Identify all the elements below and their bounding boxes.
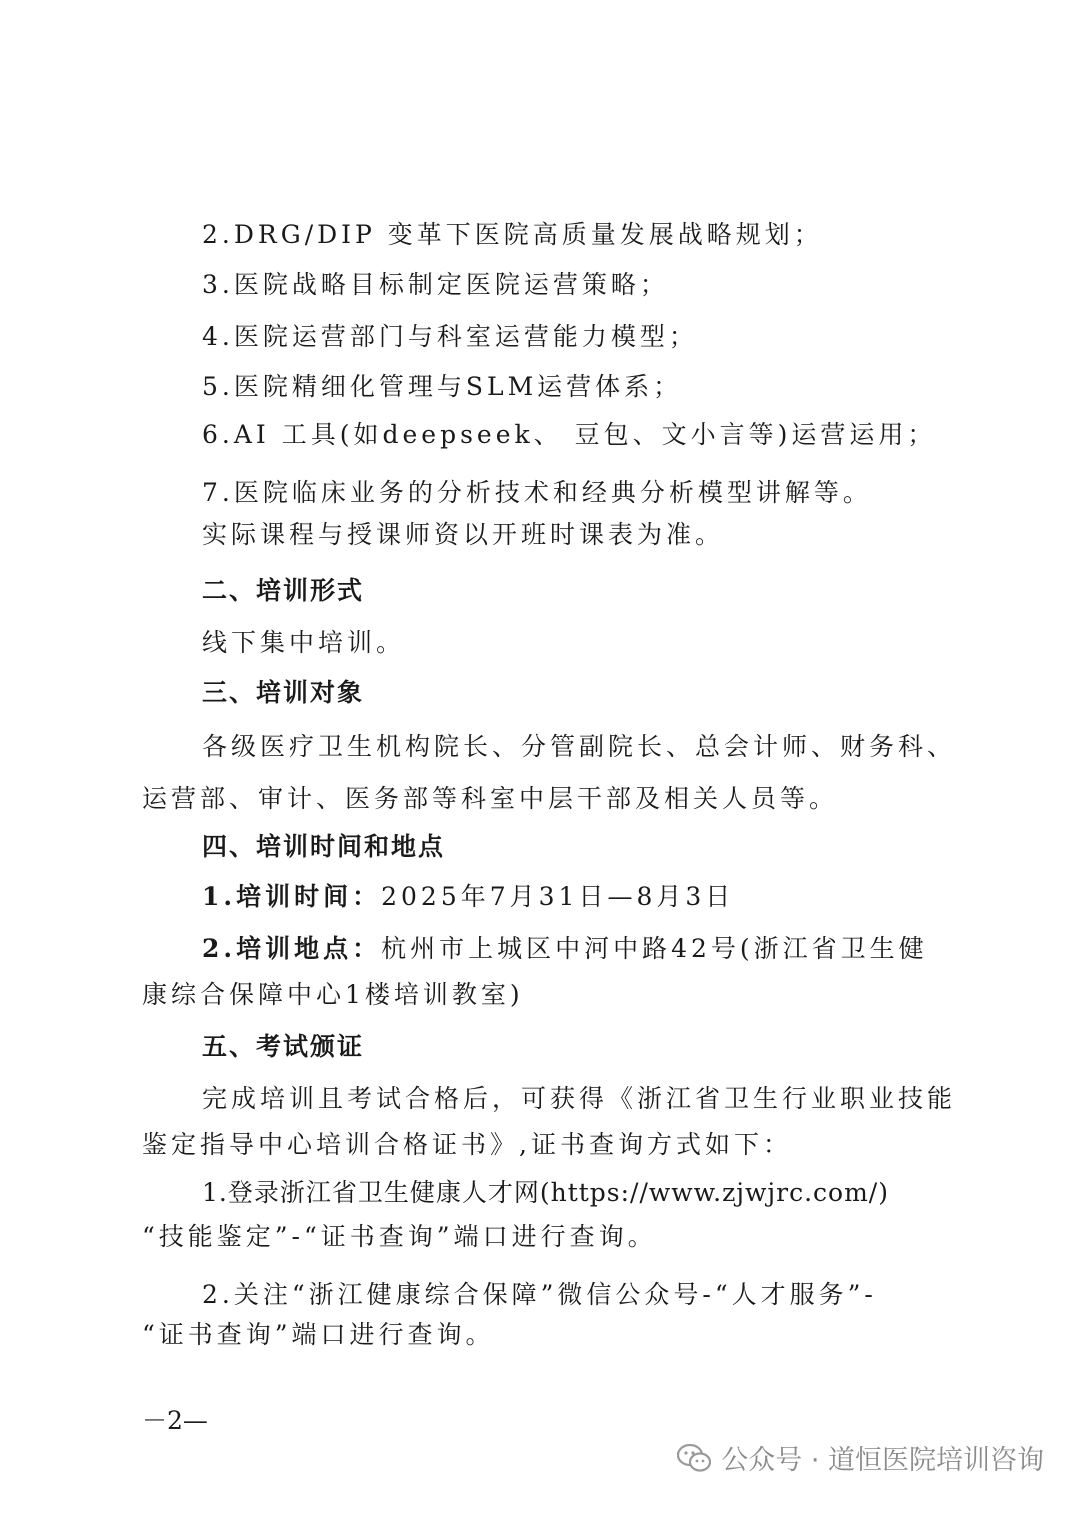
- training-target-line1: 各级医疗卫生机构院长、分管副院长、总会计师、财务科、: [202, 732, 957, 761]
- training-target-line2: 运营部、审计、医务部等科室中层干部及相关人员等。: [142, 784, 839, 813]
- certificate-line2: 鉴定指导中心培训合格证书》,证书查询方式如下：: [142, 1130, 792, 1159]
- course-item-6: 6.AI 工具(如deepseek、 豆包、文小言等)运营运用；: [202, 420, 937, 449]
- training-place: [202, 932, 928, 966]
- certificate-query-2-line1: 2.关注“浙江健康综合保障”微信公众号-“人才服务”-: [202, 1280, 877, 1309]
- wechat-icon: [677, 1443, 711, 1473]
- wechat-watermark: [677, 1438, 1044, 1477]
- course-note: 实际课程与授课师资以开班时课表为准。: [202, 520, 725, 549]
- certificate-line1: 完成培训且考试合格后，可获得《浙江省卫生行业职业技能: [202, 1084, 957, 1113]
- section-heading-exam-certificate: 五、考试颁证: [202, 1032, 365, 1061]
- training-time-value: 2025年7月31日—8月3日: [381, 882, 735, 911]
- course-item-5: 5.医院精细化管理与SLM运营体系；: [202, 372, 683, 401]
- course-item-4: 4.医院运营部门与科室运营能力模型；: [202, 322, 698, 351]
- section-heading-training-form: 二、培训形式: [202, 576, 365, 605]
- training-time: [202, 880, 734, 914]
- certificate-query-1-line1: 1.登录浙江省卫生健康人才网(https://www.zjwjrc.com/): [202, 1178, 889, 1207]
- certificate-query-1-line2: “技能鉴定”-“证书查询”端口进行查询。: [142, 1222, 657, 1251]
- section-heading-time-place: 四、培训时间和地点: [202, 832, 446, 861]
- training-place-label: 2.培训地点：: [202, 934, 382, 963]
- certificate-query-2-line2: “证书查询”端口进行查询。: [142, 1320, 495, 1349]
- page-number: －2—: [142, 1406, 208, 1435]
- training-place-line2: 康综合保障中心1楼培训教室): [142, 980, 524, 1009]
- course-item-3: 3.医院战略目标制定医院运营策略；: [202, 270, 669, 299]
- section-heading-training-target: 三、培训对象: [202, 678, 365, 707]
- course-item-2: 2.DRG/DIP 变革下医院高质量发展战略规划；: [202, 220, 823, 249]
- training-place-value: 杭州市上城区中河中路42号(浙江省卫生健: [381, 934, 928, 963]
- course-item-7: 7.医院临床业务的分析技术和经典分析模型讲解等。: [202, 478, 872, 507]
- watermark-text: 公众号 · 道恒医院培训咨询: [721, 1445, 1044, 1476]
- training-time-label: 1.培训时间：: [202, 882, 382, 911]
- training-form-text: 线下集中培训。: [202, 628, 406, 657]
